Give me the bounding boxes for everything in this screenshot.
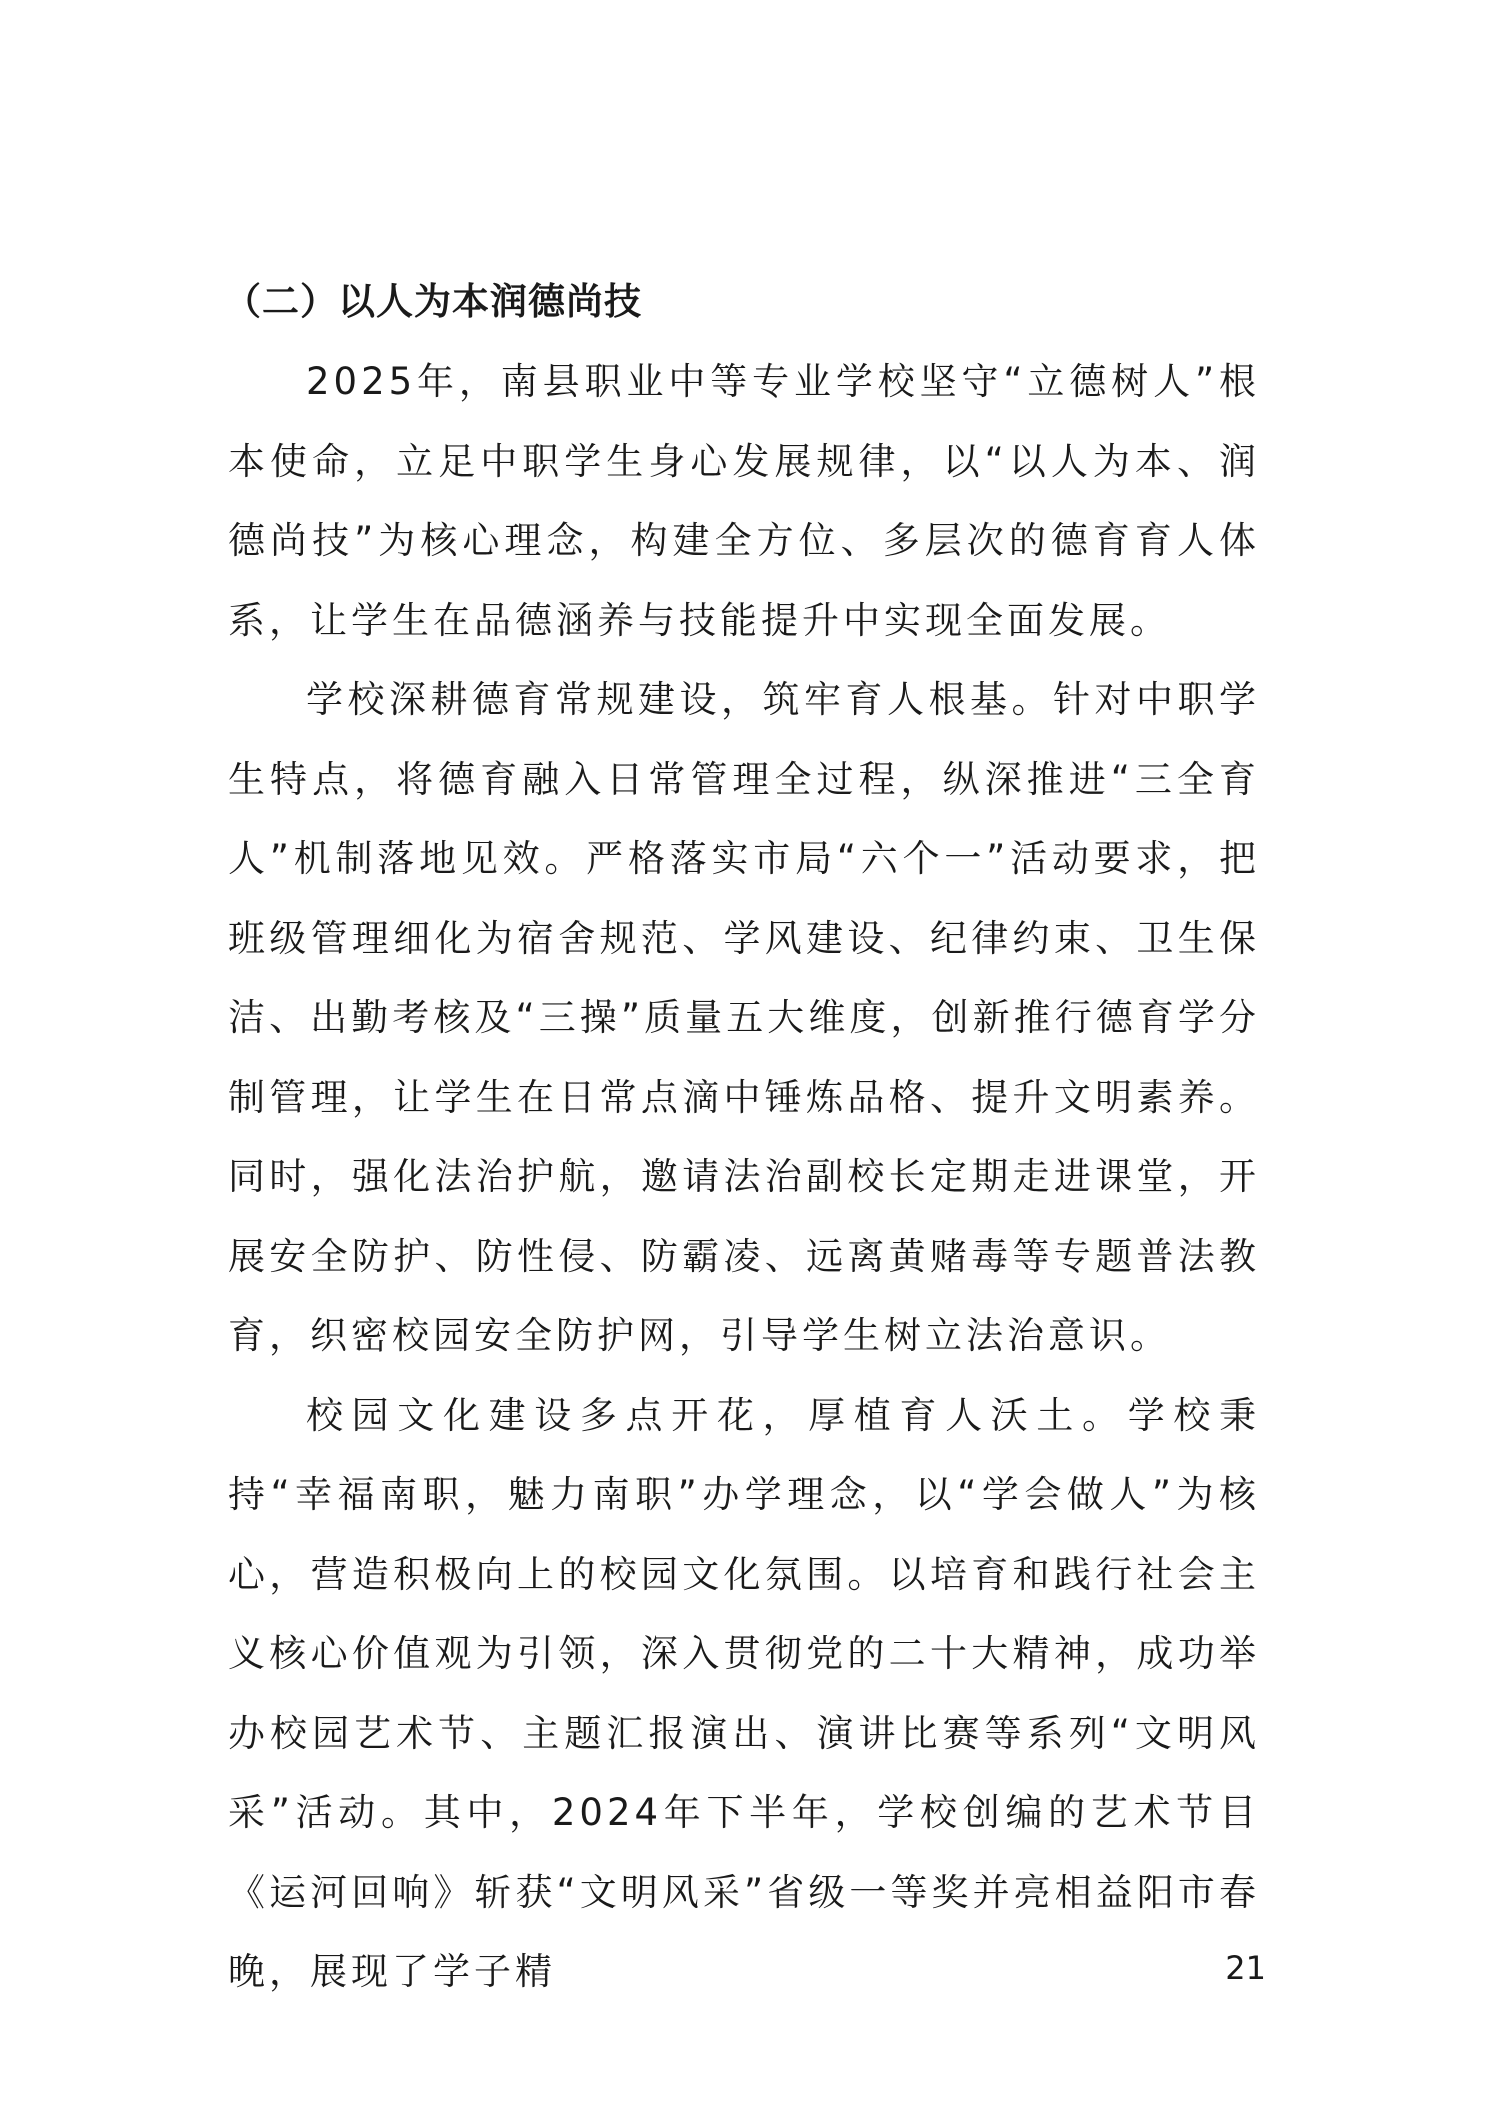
page-content	[224, 262, 1260, 2012]
paragraph-campus-culture: 校园文化建设多点开花，厚植育人沃土。学校秉持“幸福南职，魅力南职”办学理念，以“学会做人”为核心，营造积极向上的校园文化氛围。以培育和践行社会主义核心价值观为引领，深入贯彻党的二十大精神，成功举办校园艺术节、主题汇报演出、演讲比赛等系列“文明风采”活动。其中，2024年下半年，学校创编的艺术节目《运河回响》斩获“文明风采”省级一等奖并亮相益阳市春晚，展现了学子精	[228, 1393, 1260, 1993]
paragraph-moral-education: 学校深耕德育常规建设，筑牢育人根基。针对中职学生特点，将德育融入日常管理全过程，纵深推进“三全育人”机制落地见效。严格落实市局“六个一”活动要求，把班级管理细化为宿舍规范、学风建设、纪律约束、卫生保洁、出勤考核及“三操”质量五大维度，创新推行德育学分制管理，让学生在日常点滴中锤炼品格、提升文明素养。同时，强化法治护航，邀请法治副校长定期走进课堂，开展安全防护、防性侵、防霸凌、远离黄赌毒等专题普法教育，织密校园安全防护网，引导学生树立法治意识。	[228, 678, 1260, 1357]
page-number: 21	[1225, 1949, 1266, 1987]
paragraph-intro: 2025年，南县职业中等专业学校坚守“立德树人”根本使命，立足中职学生身心发展规律，以“以人为本、润德尚技”为核心理念，构建全方位、多层次的德育育人体系，让学生在品德涵养与技能提升中实现全面发展。	[228, 360, 1260, 642]
section-heading: （二）以人为本润德尚技	[224, 280, 642, 323]
